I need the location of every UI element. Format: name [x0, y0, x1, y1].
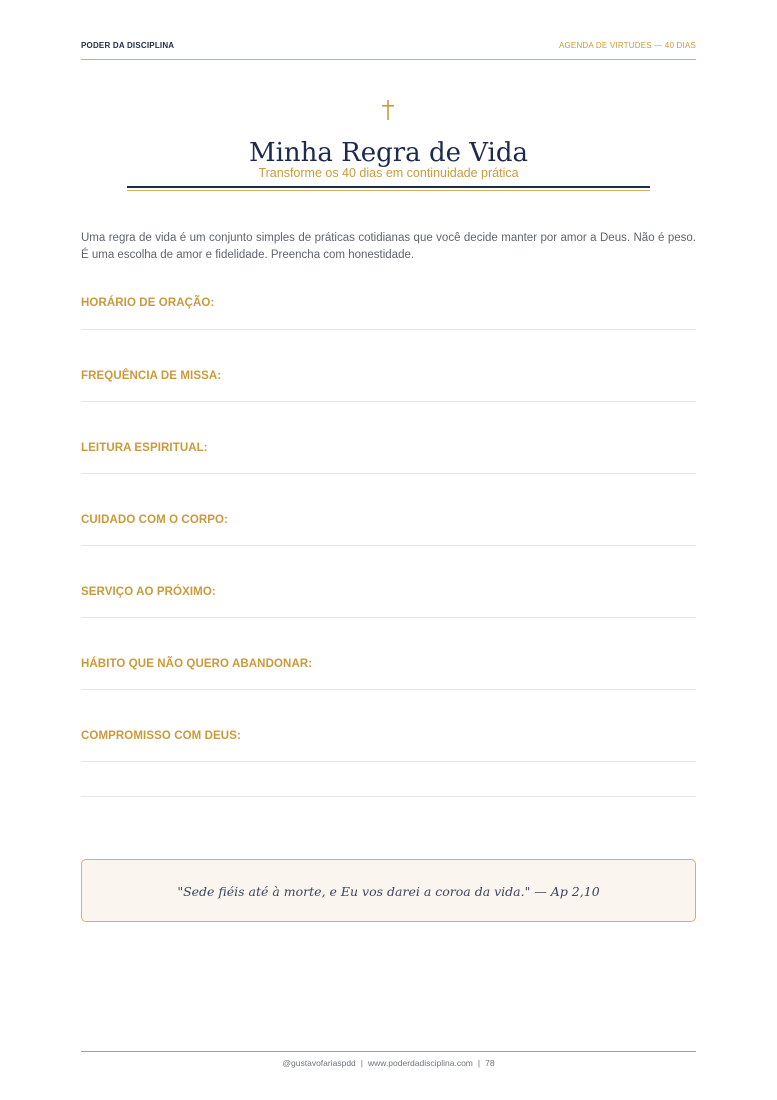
footer-separator: | [360, 1058, 363, 1068]
field-label: LEITURA ESPIRITUAL: [81, 442, 208, 454]
footer-rule [81, 1051, 696, 1052]
footer-handle: @gustavofariaspdd [282, 1058, 356, 1068]
field-habito[interactable] [81, 658, 696, 690]
field-frequencia-missa[interactable] [81, 370, 696, 402]
field-extra-line[interactable] [81, 796, 696, 797]
field-label: COMPROMISSO COM DEUS: [81, 730, 241, 742]
footer-separator: | [477, 1058, 481, 1068]
field-leitura-espiritual[interactable] [81, 442, 696, 474]
cross-icon [380, 100, 396, 120]
field-cuidado-corpo[interactable] [81, 514, 696, 546]
footer-website[interactable]: www.poderdadisciplina.com [368, 1058, 473, 1068]
field-label: SERVIÇO AO PRÓXIMO: [81, 586, 216, 598]
intro-paragraph: Uma regra de vida é um conjunto simples de práticas cotidianas que você decide manter por amor a Deus. Não é peso. É uma escolha de amor e fidelidade. Preencha com honestidade. [81, 232, 696, 261]
page-header [81, 38, 696, 60]
header-series: AGENDA DE VIRTUDES — 40 DIAS [558, 41, 696, 50]
header-brand: PODER DA DISCIPLINA [81, 41, 175, 50]
field-label: FREQUÊNCIA DE MISSA: [81, 370, 222, 382]
page-title: Minha Regra de Vida [248, 138, 529, 168]
title-rule-thick [127, 186, 650, 188]
bible-quote: "Sede fiéis até à morte, e Eu vos darei a coroa da vida." — Ap 2,10 [177, 884, 600, 899]
page-footer [0, 1058, 777, 1068]
page-number: 78 [485, 1058, 495, 1068]
title-rule-thin [127, 190, 650, 191]
field-label: CUIDADO COM O CORPO: [81, 514, 229, 526]
field-label: HÁBITO QUE NÃO QUERO ABANDONAR: [81, 658, 313, 670]
quote-box [81, 859, 696, 922]
field-compromisso-deus[interactable] [81, 730, 696, 762]
page-subtitle: Transforme os 40 dias em continuidade prática [258, 166, 519, 180]
field-servico-proximo[interactable] [81, 586, 696, 618]
field-horario-oracao[interactable] [81, 297, 696, 330]
field-label: HORÁRIO DE ORAÇÃO: [81, 297, 215, 309]
